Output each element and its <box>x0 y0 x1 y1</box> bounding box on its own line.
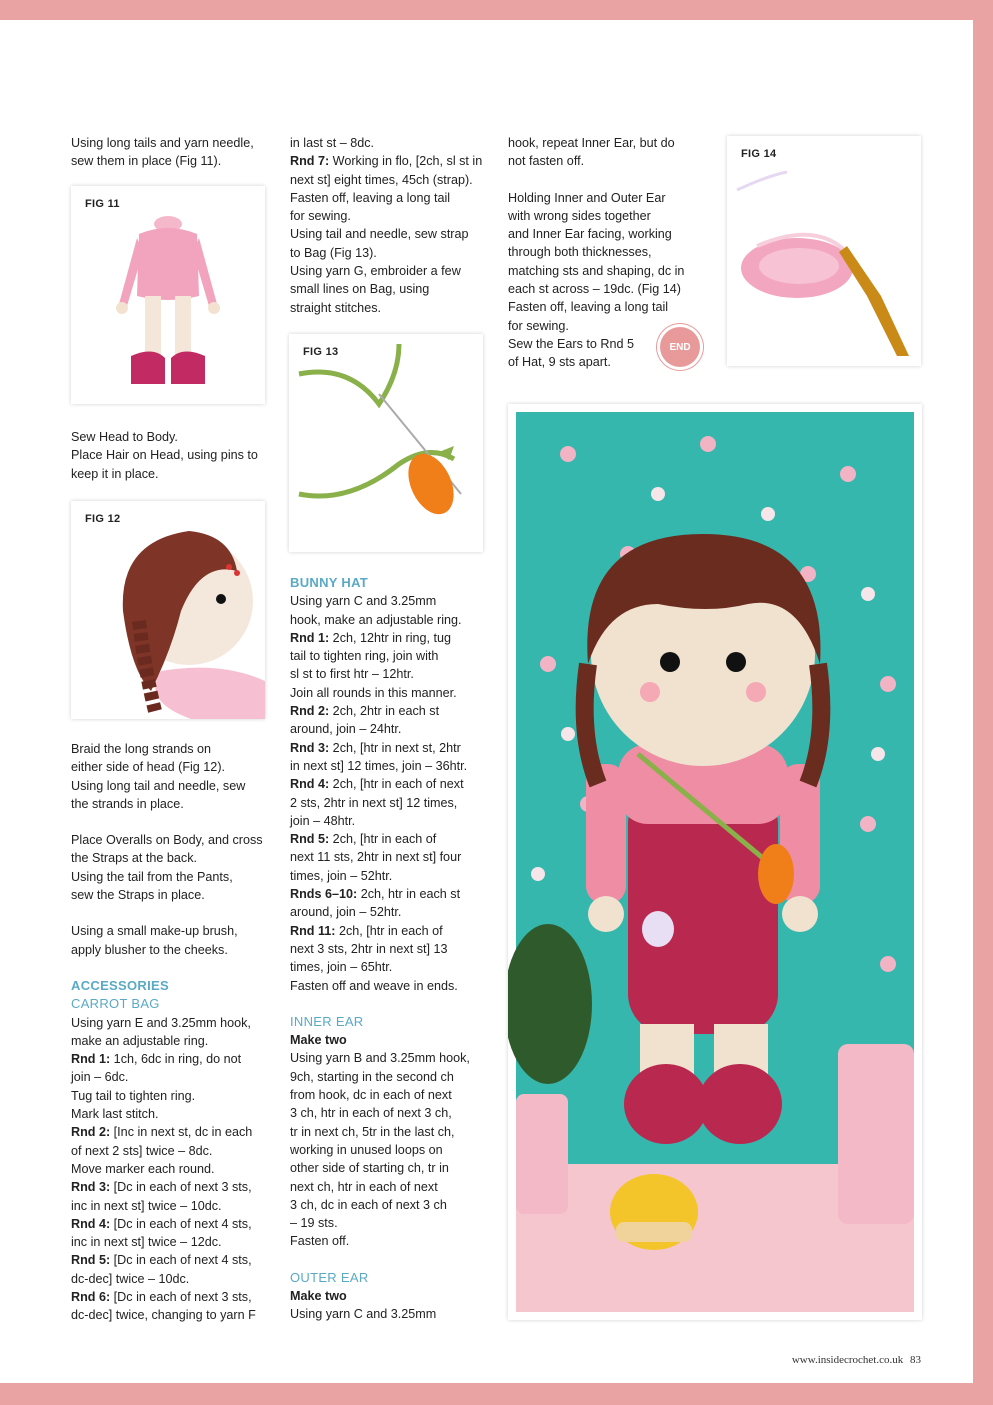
instruction-text: [Dc in each of next 3 sts, <box>110 1290 252 1305</box>
instruction-text: join – 6dc. <box>71 1070 129 1085</box>
bottom-border <box>0 1383 993 1405</box>
instruction-line <box>71 1178 271 1196</box>
instruction-line <box>71 1105 271 1123</box>
make-count: Make two <box>290 1033 347 1048</box>
instruction-text: 1ch, 6dc in ring, do not <box>110 1052 242 1067</box>
paragraph: Using long tails and yarn needle, <box>71 136 254 150</box>
instruction-line <box>71 1215 271 1233</box>
paragraph: Using long tail and needle, sew <box>71 778 246 793</box>
make-count: Make two <box>290 1288 347 1303</box>
instruction-line: 9ch, starting in the second ch <box>290 1069 454 1084</box>
instruction-line: tr in next ch, 5tr in the last ch, <box>290 1124 455 1139</box>
round-label: Rnd 1: <box>71 1052 111 1067</box>
round-label: Rnds 6–10: <box>290 887 358 902</box>
instruction-line <box>290 647 490 665</box>
instruction-line: 3 ch, dc in each of next 3 ch <box>290 1197 447 1212</box>
instruction-text: 2ch, [htr in next st, 2htr <box>329 740 461 755</box>
instruction-line: Using yarn C and 3.25mm <box>290 1307 437 1322</box>
round-label: Rnd 2: <box>290 704 330 719</box>
fig-label: FIG 11 <box>85 198 120 210</box>
instruction-line <box>290 720 490 738</box>
instruction-line <box>290 775 490 793</box>
fig-11-photo <box>71 186 265 404</box>
paragraph: keep it in place. <box>71 466 159 481</box>
instruction-text: 2ch, htr in each st <box>357 887 461 902</box>
instruction-text: around, join – 24htr. <box>290 722 402 737</box>
section-heading: OUTER EAR <box>290 1269 369 1285</box>
instruction-line: for sewing. <box>508 318 569 333</box>
instruction-line <box>71 1032 271 1050</box>
instruction-line <box>290 244 490 262</box>
paragraph: not fasten off. <box>508 154 585 169</box>
instruction-text: [Dc in each of next 3 sts, <box>110 1180 252 1195</box>
instruction-line <box>290 977 490 995</box>
round-label: Rnd 3: <box>71 1180 111 1195</box>
instruction-text: hook, make an adjustable ring. <box>290 612 462 627</box>
paragraph: the Straps at the back. <box>71 851 198 866</box>
instruction-text: dc-dec] twice, changing to yarn F <box>71 1308 256 1323</box>
instruction-text: [Dc in each of next 4 sts, <box>110 1216 252 1231</box>
section-heading: INNER EAR <box>290 1013 364 1029</box>
instruction-text: make an adjustable ring. <box>71 1033 209 1048</box>
instruction-text: Using yarn C and 3.25mm <box>290 594 437 609</box>
instruction-text: to Bag (Fig 13). <box>290 245 377 260</box>
doll-body-illustration <box>71 186 265 404</box>
instruction-line <box>290 739 490 757</box>
paragraph: sew the Straps in place. <box>71 888 205 903</box>
instruction-line: Fasten off. <box>290 1234 350 1249</box>
page-number: 83 <box>910 1354 921 1366</box>
round-label: Rnd 2: <box>71 1125 111 1140</box>
fig-13-photo <box>289 334 483 552</box>
instruction-line <box>71 1306 271 1324</box>
instruction-line <box>290 903 490 921</box>
paragraph: apply blusher to the cheeks. <box>71 942 228 957</box>
instruction-text: Move marker each round. <box>71 1161 215 1176</box>
outer-ear-instructions <box>290 1305 490 1323</box>
right-border <box>973 0 993 1405</box>
bunny-hat-instructions <box>290 592 490 995</box>
instruction-line <box>290 299 490 317</box>
instruction-text: in next st] 12 times, join – 36htr. <box>290 758 468 773</box>
instruction-text: tail to tighten ring, join with <box>290 649 439 664</box>
instruction-line <box>290 171 490 189</box>
instruction-line <box>290 702 490 720</box>
instruction-line: next ch, htr in each of next <box>290 1179 438 1194</box>
doll-head-braid-illustration <box>71 501 265 719</box>
instruction-line: Fasten off, leaving a long tail <box>508 300 669 315</box>
column-1-assembly <box>71 428 271 483</box>
round-label: Rnd 5: <box>290 832 330 847</box>
fig-12-photo <box>71 501 265 719</box>
instruction-text: Using yarn G, embroider a few <box>290 264 461 279</box>
paragraph: hook, repeat Inner Ear, but do <box>508 136 675 150</box>
round-label: Rnd 7: <box>290 154 330 169</box>
instruction-text: next 3 sts, 2htr in next st] 13 <box>290 941 448 956</box>
instruction-text: in last st – 8dc. <box>290 136 374 150</box>
instruction-text: inc in next st] twice – 10dc. <box>71 1198 222 1213</box>
instruction-line <box>71 1233 271 1251</box>
instruction-line: 3 ch, htr in each of next 3 ch, <box>290 1106 452 1121</box>
instruction-text: 2 sts, 2htr in next st] 12 times, <box>290 795 458 810</box>
instruction-text: next 11 sts, 2htr in next st] four <box>290 850 462 865</box>
instruction-line: Using yarn B and 3.25mm hook, <box>290 1051 470 1066</box>
instruction-line <box>290 922 490 940</box>
instruction-line <box>71 1160 271 1178</box>
instruction-text: around, join – 52htr. <box>290 905 402 920</box>
ear-crochet-illustration <box>727 136 921 366</box>
instruction-text: Mark last stitch. <box>71 1107 159 1122</box>
column-1-top <box>71 134 271 171</box>
instruction-line <box>71 1251 271 1269</box>
carrot-bag-instructions <box>71 1014 271 1325</box>
instruction-line: working in unused loops on <box>290 1142 443 1157</box>
instruction-line: matching sts and shaping, dc in <box>508 263 685 278</box>
instruction-line: Holding Inner and Outer Ear <box>508 190 666 205</box>
instruction-line <box>290 611 490 629</box>
paragraph: Using the tail from the Pants, <box>71 869 233 884</box>
instruction-text: [Dc in each of next 4 sts, <box>110 1253 252 1268</box>
instruction-text: dc-dec] twice – 10dc. <box>71 1271 190 1286</box>
round-label: Rnd 4: <box>71 1216 111 1231</box>
instruction-text: next st] eight times, 45ch (strap). <box>290 172 473 187</box>
carrot-bag-illustration <box>289 334 483 552</box>
instruction-line <box>290 684 490 702</box>
carrot-bag-continued <box>290 134 490 317</box>
column-1-body-text <box>71 740 271 1325</box>
instruction-text: join – 48htr. <box>290 813 356 828</box>
instruction-line <box>71 1087 271 1105</box>
instruction-line: Sew the Ears to Rnd 5 <box>508 336 635 351</box>
instruction-line: – 19 sts. <box>290 1216 338 1231</box>
round-label: Rnd 1: <box>290 630 330 645</box>
instruction-line <box>290 665 490 683</box>
instruction-text: for sewing. <box>290 209 351 224</box>
website-url: www.insidecrochet.co.uk <box>791 1354 904 1366</box>
instruction-line <box>290 794 490 812</box>
instruction-text: Join all rounds in this manner. <box>290 685 457 700</box>
paragraph: Place Overalls on Body, and cross <box>71 833 263 848</box>
instruction-text: straight stitches. <box>290 300 381 315</box>
instruction-text: small lines on Bag, using <box>290 282 430 297</box>
instruction-text: inc in next st] twice – 12dc. <box>71 1235 222 1250</box>
fig-14-photo <box>727 136 921 366</box>
instruction-text: 2ch, [htr in each of <box>329 832 437 847</box>
instruction-line: with wrong sides together <box>508 208 651 223</box>
instruction-line <box>290 280 490 298</box>
instruction-text: of next 2 sts] twice – 8dc. <box>71 1143 213 1158</box>
instruction-text: Fasten off, leaving a long tail <box>290 190 451 205</box>
instruction-text: Tug tail to tighten ring. <box>71 1088 196 1103</box>
instruction-text: times, join – 65htr. <box>290 960 393 975</box>
instruction-line <box>290 812 490 830</box>
instruction-line <box>290 134 490 152</box>
paragraph: Using a small make-up brush, <box>71 924 238 939</box>
instruction-line <box>290 225 490 243</box>
instruction-text: Using yarn E and 3.25mm hook, <box>71 1015 251 1030</box>
instruction-text: Using tail and needle, sew strap <box>290 227 469 242</box>
round-label: Rnd 6: <box>71 1290 111 1305</box>
finished-doll-photo <box>508 404 922 1320</box>
instruction-line: each st across – 19dc. (Fig 14) <box>508 282 681 297</box>
instruction-line <box>290 885 490 903</box>
instruction-line <box>71 1270 271 1288</box>
paragraph: sew them in place (Fig 11). <box>71 154 222 169</box>
fig-label: FIG 13 <box>303 346 339 358</box>
round-label: Rnd 5: <box>71 1253 111 1268</box>
section-subheading: CARROT BAG <box>71 996 160 1012</box>
instruction-text: 2ch, 2htr in each st <box>329 704 440 719</box>
instruction-line <box>71 1123 271 1141</box>
instruction-line <box>290 592 490 610</box>
instruction-line: of Hat, 9 sts apart. <box>508 355 611 370</box>
instruction-line <box>290 940 490 958</box>
instruction-line <box>290 848 490 866</box>
fig-label: FIG 14 <box>741 148 777 160</box>
instruction-line <box>71 1014 271 1032</box>
instruction-text: 2ch, 12htr in ring, tug <box>329 630 451 645</box>
column-2-bunny-hat <box>290 574 490 1324</box>
instruction-line <box>290 152 490 170</box>
instruction-line <box>290 830 490 848</box>
instruction-line <box>71 1288 271 1306</box>
instruction-line: through both thicknesses, <box>508 245 652 260</box>
round-label: Rnd 3: <box>290 740 330 755</box>
fig-label: FIG 12 <box>85 513 121 525</box>
instruction-line <box>71 1068 271 1086</box>
instruction-line <box>290 867 490 885</box>
instruction-line: other side of starting ch, tr in <box>290 1161 449 1176</box>
instruction-line <box>290 958 490 976</box>
column-2-top <box>290 134 490 317</box>
inner-ear-instructions <box>290 1049 490 1250</box>
round-label: Rnd 4: <box>290 777 330 792</box>
section-heading: BUNNY HAT <box>290 575 369 590</box>
round-label: Rnd 11: <box>290 923 336 938</box>
section-heading: ACCESSORIES <box>71 977 169 993</box>
paragraph: Place Hair on Head, using pins to <box>71 448 258 463</box>
doll-photo-illustration <box>508 404 922 1320</box>
instruction-line <box>290 207 490 225</box>
instruction-line <box>71 1050 271 1068</box>
instruction-text: times, join – 52htr. <box>290 868 393 883</box>
instruction-text: sl st to first htr – 12htr. <box>290 667 414 682</box>
instruction-line: and Inner Ear facing, working <box>508 227 672 242</box>
instruction-text: 2ch, [htr in each of <box>335 923 443 938</box>
paragraph: either side of head (Fig 12). <box>71 760 226 775</box>
instruction-text: Fasten off and weave in ends. <box>290 978 458 993</box>
instruction-text: 2ch, [htr in each of next <box>329 777 464 792</box>
top-border <box>0 0 993 20</box>
instruction-line <box>71 1142 271 1160</box>
instruction-line <box>290 629 490 647</box>
instruction-line <box>290 189 490 207</box>
instruction-line <box>290 757 490 775</box>
page-footer <box>792 1354 921 1366</box>
instruction-line: from hook, dc in each of next <box>290 1088 452 1103</box>
paragraph: Sew Head to Body. <box>71 430 178 444</box>
instruction-line <box>71 1197 271 1215</box>
instruction-text: Working in flo, [2ch, sl st in <box>329 154 483 169</box>
instruction-text: [Inc in next st, dc in each <box>110 1125 253 1140</box>
paragraph: Braid the long strands on <box>71 742 212 756</box>
paragraph: the strands in place. <box>71 796 184 811</box>
end-badge: END <box>657 324 703 370</box>
instruction-line <box>290 262 490 280</box>
